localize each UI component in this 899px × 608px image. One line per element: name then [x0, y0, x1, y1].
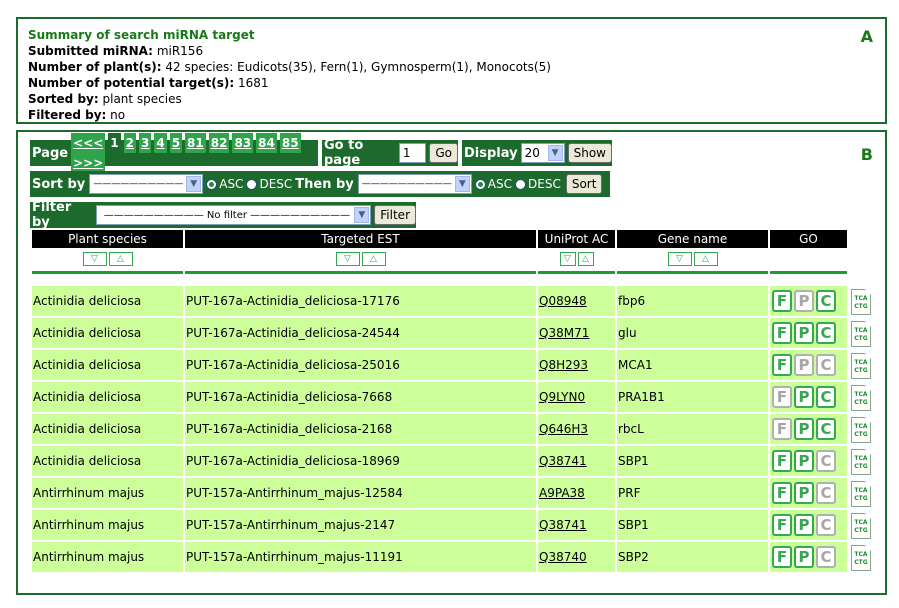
go-function-icon[interactable]: F — [772, 354, 792, 376]
filter-bar — [30, 202, 416, 228]
go-cell — [770, 382, 847, 414]
display-label: Display — [464, 145, 518, 161]
sorted-line — [28, 91, 551, 107]
sequence-icon-cell — [849, 446, 871, 478]
sequence-file-icon[interactable] — [851, 417, 871, 443]
go-function-icon: F — [772, 386, 792, 408]
go-cell — [770, 350, 847, 382]
gene-name-cell: fbp6 — [617, 286, 768, 318]
go-function-icon[interactable]: F — [772, 290, 792, 312]
gene-name-cell: PRA1B1 — [617, 382, 768, 414]
targeted-est-cell: PUT-167a-Actinidia_deliciosa-7668 — [185, 382, 536, 414]
then-desc-radio[interactable] — [515, 179, 526, 190]
filtered-label: Filtered by: — [28, 108, 107, 122]
uniprot-ac-cell — [538, 414, 615, 446]
sort-bar — [30, 171, 610, 197]
sequence-icon-text-2: CTG — [854, 303, 868, 310]
go-function-icon[interactable]: F — [772, 514, 792, 536]
page-links — [68, 133, 318, 173]
sorted-label: Sorted by: — [28, 92, 99, 106]
uniprot-ac-cell — [538, 446, 615, 478]
sort-controls-est — [185, 248, 536, 274]
results-panel — [16, 130, 887, 595]
sort-by-label: Sort by — [32, 176, 86, 192]
sort-asc-radio[interactable] — [206, 179, 217, 190]
filter-value: —————————— No filter —————————— — [103, 209, 351, 221]
sequence-icon-text-1: TCA — [854, 519, 868, 526]
uniprot-link[interactable]: Q9LYN0 — [539, 390, 586, 404]
targeted-est-cell: PUT-157a-Antirrhinum_majus-2147 — [185, 510, 536, 542]
go-cell — [770, 542, 847, 574]
plants-value: 42 species: Eudicots(35), Fern(1), Gymnosperm(1), Monocots(5) — [165, 60, 551, 74]
sequence-icon-text-1: TCA — [854, 295, 868, 302]
sequence-file-icon[interactable] — [851, 321, 871, 347]
submitted-mirna-line — [28, 43, 551, 59]
sort-controls-species — [32, 248, 183, 274]
go-cell — [770, 446, 847, 478]
sequence-file-icon[interactable] — [851, 385, 871, 411]
summary-block — [28, 27, 551, 123]
page-link[interactable]: 4 — [154, 133, 166, 153]
plant-species-cell: Antirrhinum majus — [32, 478, 183, 510]
go-process-icon: P — [794, 290, 814, 312]
sequence-icon-text-2: CTG — [854, 399, 868, 406]
go-component-icon: C — [816, 354, 836, 376]
page-link[interactable]: 85 — [280, 133, 301, 153]
uniprot-ac-cell — [538, 350, 615, 382]
sort-desc-label: DESC — [259, 177, 293, 191]
header-go: GO — [770, 230, 847, 248]
table-row — [32, 510, 871, 542]
sort-controls-gene — [617, 248, 768, 274]
sequence-icon-text-2: CTG — [854, 527, 868, 534]
uniprot-link[interactable]: Q38741 — [539, 454, 587, 468]
gene-name-cell: PRF — [617, 478, 768, 510]
sort-desc-icon[interactable]: ▽ — [83, 252, 107, 266]
page-link[interactable]: 1 — [108, 133, 120, 153]
search-summary-panel — [16, 17, 887, 124]
sequence-icon-cell — [849, 510, 871, 542]
targeted-est-cell: PUT-167a-Actinidia_deliciosa-17176 — [185, 286, 536, 318]
sequence-icon-text-1: TCA — [854, 551, 868, 558]
go-function-icon[interactable]: F — [772, 546, 792, 568]
plant-species-cell: Actinidia deliciosa — [32, 382, 183, 414]
then-desc-label: DESC — [528, 177, 561, 191]
sort-controls-go — [770, 248, 847, 274]
plant-species-cell: Actinidia deliciosa — [32, 286, 183, 318]
filtered-line — [28, 107, 551, 123]
table-row — [32, 382, 871, 414]
pagination-bar — [30, 136, 318, 170]
gene-name-cell: rbcL — [617, 414, 768, 446]
filter-select[interactable] — [96, 205, 372, 225]
sequence-icon-text-2: CTG — [854, 335, 868, 342]
sequence-file-icon[interactable] — [851, 289, 871, 315]
sequence-icon-text-1: TCA — [854, 327, 868, 334]
header-gene-name: Gene name — [617, 230, 768, 248]
chevron-down-icon: ▼ — [354, 207, 369, 223]
go-component-icon: C — [816, 514, 836, 536]
uniprot-ac-cell — [538, 382, 615, 414]
go-cell — [770, 318, 847, 350]
header-plant-species: Plant species — [32, 230, 183, 248]
sort-asc-icon[interactable]: △ — [578, 252, 594, 266]
go-component-icon[interactable]: C — [816, 418, 836, 440]
sort-desc-icon[interactable]: ▽ — [336, 252, 360, 266]
sort-field-value: —————————— — [93, 179, 184, 189]
sequence-file-icon[interactable] — [851, 353, 871, 379]
page-link[interactable]: 3 — [139, 133, 151, 153]
sequence-icon-cell — [849, 350, 871, 382]
gene-name-cell: glu — [617, 318, 768, 350]
sort-asc-icon[interactable]: △ — [694, 252, 718, 266]
table-row — [32, 318, 871, 350]
go-cell — [770, 510, 847, 542]
sequence-icon-text-1: TCA — [854, 391, 868, 398]
plant-species-cell: Actinidia deliciosa — [32, 446, 183, 478]
sort-controls-uniprot — [538, 248, 615, 274]
plant-species-cell: Actinidia deliciosa — [32, 414, 183, 446]
results-table — [30, 230, 873, 574]
chevron-down-icon: ▼ — [548, 145, 563, 161]
targeted-est-cell: PUT-167a-Actinidia_deliciosa-25016 — [185, 350, 536, 382]
targets-value: 1681 — [238, 76, 269, 90]
display-count-value: 20 — [524, 146, 540, 160]
uniprot-ac-cell — [538, 318, 615, 350]
go-process-icon[interactable]: P — [794, 450, 814, 472]
plant-species-cell: Antirrhinum majus — [32, 510, 183, 542]
sequence-icon-cell — [849, 478, 871, 510]
sequence-icon-cell — [849, 382, 871, 414]
page-link[interactable]: 81 — [185, 133, 206, 153]
submitted-mirna-label: Submitted miRNA: — [28, 44, 153, 58]
uniprot-ac-cell — [538, 286, 615, 318]
uniprot-link[interactable]: Q8H293 — [539, 358, 589, 372]
submitted-mirna-value: miR156 — [156, 44, 204, 58]
then-by-select[interactable] — [358, 174, 472, 194]
uniprot-link[interactable]: Q08948 — [539, 294, 587, 308]
sort-asc-icon[interactable]: △ — [109, 252, 133, 266]
then-asc-radio[interactable] — [475, 179, 486, 190]
page-link[interactable]: 84 — [256, 133, 277, 153]
go-cell — [770, 414, 847, 446]
sort-button[interactable]: Sort — [566, 174, 603, 194]
table-row — [32, 478, 871, 510]
plant-species-cell: Antirrhinum majus — [32, 542, 183, 574]
page-link[interactable]: 5 — [170, 133, 182, 153]
sequence-icon-text-1: TCA — [854, 423, 868, 430]
uniprot-link[interactable]: Q38741 — [539, 518, 587, 532]
plant-species-cell: Actinidia deliciosa — [32, 318, 183, 350]
uniprot-link[interactable]: A9PA38 — [539, 486, 585, 500]
targeted-est-cell: PUT-167a-Actinidia_deliciosa-24544 — [185, 318, 536, 350]
page-link[interactable]: 2 — [124, 133, 136, 153]
chevron-down-icon: ▼ — [186, 176, 201, 192]
sequence-file-icon[interactable] — [851, 513, 871, 539]
sorted-value: plant species — [102, 92, 182, 106]
uniprot-ac-cell — [538, 478, 615, 510]
then-by-value: —————————— — [361, 179, 452, 189]
sequence-icon-text-1: TCA — [854, 487, 868, 494]
targeted-est-cell: PUT-167a-Actinidia_deliciosa-2168 — [185, 414, 536, 446]
goto-page-label: Go to page — [324, 138, 364, 168]
sort-asc-label: ASC — [219, 177, 244, 191]
go-process-icon[interactable]: P — [794, 546, 814, 568]
gene-name-cell: SBP2 — [617, 542, 768, 574]
table-row — [32, 542, 871, 574]
go-function-icon[interactable]: F — [772, 322, 792, 344]
page-link[interactable]: 82 — [209, 133, 230, 153]
page-link[interactable]: 83 — [232, 133, 253, 153]
targeted-est-cell: PUT-157a-Antirrhinum_majus-12584 — [185, 478, 536, 510]
sequence-icon-text-2: CTG — [854, 495, 868, 502]
sequence-icon-text-1: TCA — [854, 455, 868, 462]
sequence-file-icon[interactable] — [851, 481, 871, 507]
targets-label: Number of potential target(s): — [28, 76, 235, 90]
summary-title: Summary of search miRNA target — [28, 28, 255, 42]
filtered-value: no — [110, 108, 126, 122]
plants-label: Number of plant(s): — [28, 60, 162, 74]
sort-asc-icon[interactable]: △ — [362, 252, 386, 266]
plant-species-cell: Actinidia deliciosa — [32, 350, 183, 382]
sequence-icon-text-2: CTG — [854, 559, 868, 566]
gene-name-cell: SBP1 — [617, 446, 768, 478]
plants-line — [28, 59, 551, 75]
go-process-icon: P — [794, 354, 814, 376]
uniprot-link[interactable]: Q646H3 — [539, 422, 589, 436]
go-button[interactable]: Go — [429, 143, 458, 163]
sequence-icon-cell — [849, 286, 871, 318]
table-row — [32, 446, 871, 478]
go-function-icon: F — [772, 418, 792, 440]
chevron-down-icon: ▼ — [455, 176, 470, 192]
table-row — [32, 350, 871, 382]
sort-field-select[interactable] — [89, 174, 203, 194]
go-component-icon: C — [816, 450, 836, 472]
go-process-icon[interactable]: P — [794, 418, 814, 440]
table-row — [32, 414, 871, 446]
sort-desc-radio[interactable] — [246, 179, 257, 190]
show-button[interactable]: Show — [568, 143, 612, 163]
sequence-icon-cell — [849, 542, 871, 574]
sequence-icon-text-2: CTG — [854, 463, 868, 470]
go-component-icon[interactable]: C — [816, 322, 836, 344]
then-asc-label: ASC — [487, 177, 512, 191]
go-component-icon: C — [816, 546, 836, 568]
go-function-icon[interactable]: F — [772, 482, 792, 504]
go-process-icon[interactable]: P — [794, 386, 814, 408]
display-bar — [462, 140, 612, 166]
go-process-icon[interactable]: P — [794, 482, 814, 504]
go-cell — [770, 478, 847, 510]
sequence-icon-text-2: CTG — [854, 367, 868, 374]
header-uniprot-ac: UniProt AC — [538, 230, 615, 248]
page-link[interactable]: <<< — [71, 133, 105, 153]
targeted-est-cell: PUT-157a-Antirrhinum_majus-11191 — [185, 542, 536, 574]
go-component-icon[interactable]: C — [816, 386, 836, 408]
uniprot-link[interactable]: Q38M71 — [539, 326, 590, 340]
page-label: Page — [32, 145, 69, 161]
then-by-label: Then by — [295, 176, 354, 192]
page-link[interactable]: >>> — [71, 153, 105, 173]
goto-page-input[interactable]: 1 — [399, 143, 426, 163]
panel-letter-b: B — [860, 145, 873, 164]
go-cell — [770, 286, 847, 318]
targeted-est-cell: PUT-167a-Actinidia_deliciosa-18969 — [185, 446, 536, 478]
filter-button[interactable]: Filter — [374, 205, 416, 225]
sort-desc-icon[interactable]: ▽ — [560, 252, 576, 266]
uniprot-ac-cell — [538, 510, 615, 542]
uniprot-link[interactable]: Q38740 — [539, 550, 587, 564]
go-process-icon[interactable]: P — [794, 514, 814, 536]
go-function-icon[interactable]: F — [772, 450, 792, 472]
sort-desc-icon[interactable]: ▽ — [668, 252, 692, 266]
gene-name-cell: MCA1 — [617, 350, 768, 382]
sequence-icon-text-1: TCA — [854, 359, 868, 366]
filter-by-label: Filter by — [32, 200, 72, 230]
sequence-icon-cell — [849, 318, 871, 350]
panel-letter-a: A — [860, 27, 873, 46]
sequence-file-icon[interactable] — [851, 449, 871, 475]
display-count-select[interactable] — [521, 143, 565, 163]
uniprot-ac-cell — [538, 542, 615, 574]
go-process-icon[interactable]: P — [794, 322, 814, 344]
sequence-file-icon[interactable] — [851, 545, 871, 571]
targets-line — [28, 75, 551, 91]
sequence-icon-cell — [849, 414, 871, 446]
goto-page-bar — [322, 140, 458, 166]
sequence-icon-text-2: CTG — [854, 431, 868, 438]
table-row — [32, 286, 871, 318]
header-targeted-est: Targeted EST — [185, 230, 536, 248]
go-component-icon[interactable]: C — [816, 290, 836, 312]
gene-name-cell: SBP1 — [617, 510, 768, 542]
go-component-icon: C — [816, 482, 836, 504]
